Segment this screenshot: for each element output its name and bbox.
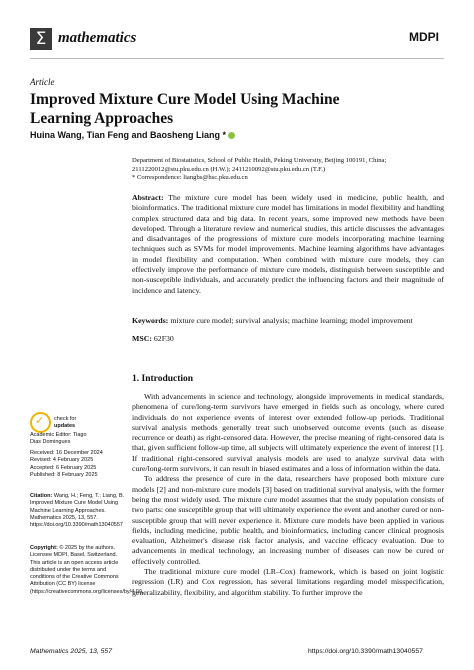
- paragraph: To address the presence of cure in the data, researchers have proposed both mixture cure models [2] and non-mixture cure models [3] based on traditional survival analysis, with the former being the most widely used. The mixture cure model assumes that the study population consists of two parts: one susceptible group that will ultimately experience the event and another cured or non-susceptible group that will never experience it. Mixture cure models have been applied in various fields, including medicine, public health, and bioinformatics, including cancer clinical prognosis evaluation, Alzheimer's disease risk factor analysis, and vaccine efficacy evaluation. Due to advancements in medical technology, an increasing number of diseases can now be cured or effectively controlled.: [132, 474, 444, 566]
- abstract-text: The mixture cure model has been widely used in medicine, public health, and bioinformatics. The traditional mixture cure model has limitations in model flexibility and handling complex structured data and big data. In recent years, some improved new methods have been developed. Through a literature review and numerical studies, this article discusses the advantages and disadvantages of the progressions of mixture cure models incorporating machine learning techniques such as SVMs for model improvements. Machine learning algorithms have advantages in model flexibility and computation. When combined with mixture cure models, they can effectively improve the performance of mixture cure models, distinguish between susceptible and non-susceptible individuals, and accurately predict the influencing factors and their magnitude of incidence and latency.: [132, 193, 444, 295]
- keywords-text: mixture cure model; survival analysis; machine learning; model improvement: [170, 316, 413, 325]
- orcid-icon[interactable]: [228, 132, 235, 139]
- footer-journal-citation: Mathematics 2025, 13, 557: [30, 648, 112, 655]
- msc-text: 62F30: [153, 334, 174, 343]
- correspondence: * Correspondence: liangbs@hsc.pku.edu.cn: [132, 174, 248, 182]
- copyright: Copyright: © 2025 by the authors. Licensee MDPI, Basel, Switzerland. This article is an open access article distributed under the terms and conditions of the Creative Commons Attribution (CC BY) license (https://creativecommons.org/licenses/by/4.0/).: [30, 545, 144, 595]
- section-heading: 1. Introduction: [132, 374, 194, 384]
- check-updates-icon: ✓: [30, 412, 51, 433]
- published-date: Published: 8 February 2025: [30, 471, 98, 478]
- revised-date: Revised: 4 February 2025: [30, 457, 94, 464]
- body-text: [132, 392, 444, 598]
- affiliation-emails: 2111220012@stu.pku.edu.cn (H.W.); 2411210092@stu.pku.edu.cn (T.F.): [132, 165, 326, 173]
- keywords: [132, 316, 444, 326]
- paragraph: With advancements in science and technology, alongside improvements in medical standards, phenomena of cure/long-term survivors have emerged in fields such as oncology, where cured individuals do not experience events of interest over extended follow-up periods. Traditional survival analysis methods generally treat such unobserved outcome events (such as disease recurrence or death) as right-censored data. However, the precise meaning of right-censored data is that, given sufficient follow-up time, all subjects will ultimately experience the event of interest [1]. If traditional right-censored survival analysis models are used to analyze survival data with cure/long-term survivors, it can result in biased estimates and a loss of information within the data.: [132, 392, 444, 474]
- affiliation-line: Department of Biostatistics, School of Public Health, Peking University, Beijing 100191, China;: [132, 157, 387, 164]
- academic-editor: Academic Editor: Tiago Dias Domingues: [30, 432, 87, 446]
- received-date: Received: 16 December 2024: [30, 450, 103, 456]
- citation: Citation: Wang, H.; Feng, T.; Liang, B. Improved Mixture Cure Model Using Machine Learning Approaches. Mathematics 2025, 13, 557. https://doi.org/10.3390/math13040557: [30, 493, 125, 529]
- keywords-label: Keywords:: [132, 316, 169, 325]
- author-list: [30, 130, 235, 140]
- header-divider: [30, 58, 444, 59]
- check-for-updates-button[interactable]: [30, 412, 90, 433]
- journal-logo-icon: Σ: [30, 28, 52, 50]
- footer-doi-link[interactable]: https://doi.org/10.3390/math13040557: [308, 648, 423, 655]
- msc-classification: [132, 334, 174, 343]
- check-updates-text: check for updates: [54, 416, 77, 429]
- article-title: Improved Mixture Cure Model Using Machine Learning Approaches: [30, 91, 340, 127]
- msc-label: MSC:: [132, 334, 152, 343]
- accepted-date: Accepted: 6 February 2025: [30, 464, 97, 471]
- author-names: Huina Wang, Tian Feng and Baosheng Liang *: [30, 130, 227, 140]
- journal-name: mathematics: [58, 30, 137, 46]
- article-type-label: Article: [30, 77, 55, 87]
- affiliations: [132, 157, 432, 183]
- paragraph: The traditional mixture cure model (LR–Cox) framework, which is based on joint logistic regression (LR) and Cox regression, has several limitations regarding model misspecification, generalizability, flexibility, and algorithm stability. To further improve the: [132, 567, 444, 597]
- publication-dates: [30, 450, 126, 479]
- publisher-logo[interactable]: MDPI: [409, 30, 439, 44]
- abstract-label: Abstract:: [132, 193, 164, 202]
- abstract: [132, 193, 444, 296]
